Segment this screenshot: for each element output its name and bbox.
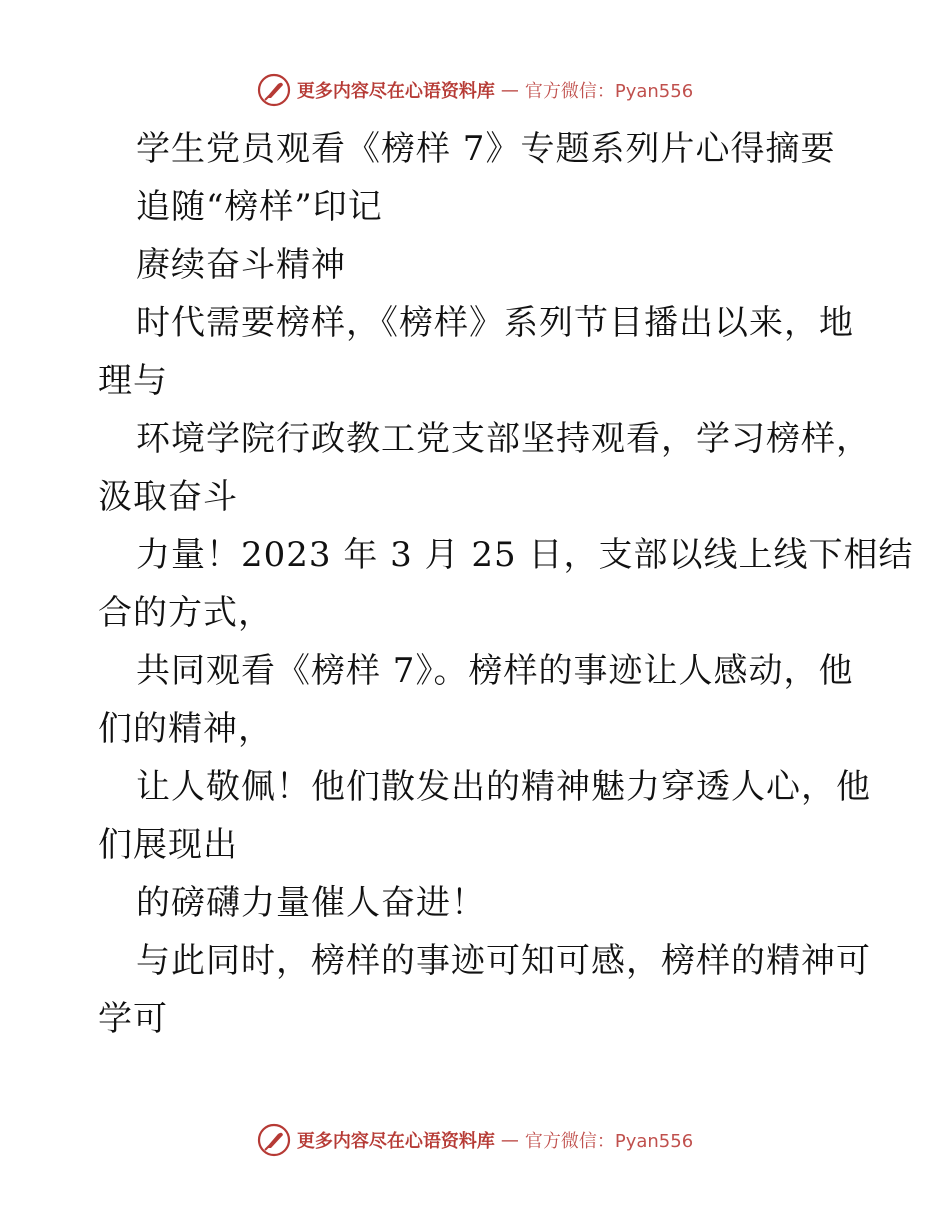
doc-line: 时代需要榜样，《榜样》系列节目播出以来，地 (136, 303, 854, 343)
page-header (0, 70, 950, 110)
footer-banner-separator: — (500, 1129, 519, 1151)
page-footer (0, 1120, 950, 1160)
doc-line: 理与 (98, 361, 168, 401)
document-body (98, 120, 914, 1048)
header-banner-separator: — (500, 79, 519, 101)
header-banner-wechat: 官方微信：Pyan556 (524, 81, 694, 102)
doc-line: 们的精神， (98, 709, 273, 749)
footer-banner-title: 更多内容尽在心语资料库 (296, 1131, 495, 1152)
doc-line: 的磅礴力量催人奋进！ (136, 883, 486, 923)
doc-line: 赓续奋斗精神 (136, 245, 346, 285)
doc-line: 追随“榜样”印记 (136, 187, 383, 227)
doc-line: 环境学院行政教工党支部坚持观看，学习榜样， (136, 419, 871, 459)
doc-line: 合的方式， (98, 593, 273, 633)
doc-line: 共同观看《榜样 7》。榜样的事迹让人感动，他 (136, 651, 854, 691)
header-banner (257, 73, 693, 107)
doc-line: 力量！2023 年 3 月 25 日，支部以线上线下相结 (136, 535, 914, 575)
header-banner-title: 更多内容尽在心语资料库 (296, 81, 495, 102)
doc-line: 让人敬佩！他们散发出的精神魅力穿透人心，他 (136, 767, 871, 807)
quill-logo-icon (257, 1123, 291, 1157)
doc-line: 学生党员观看《榜样 7》专题系列片心得摘要 (136, 129, 836, 169)
footer-banner (257, 1123, 693, 1157)
doc-line: 汲取奋斗 (98, 477, 238, 517)
footer-banner-wechat: 官方微信：Pyan556 (524, 1131, 694, 1152)
doc-line: 们展现出 (98, 825, 238, 865)
doc-line: 与此同时，榜样的事迹可知可感，榜样的精神可 (136, 941, 871, 981)
doc-line: 学可 (98, 999, 168, 1039)
quill-logo-icon (257, 73, 291, 107)
